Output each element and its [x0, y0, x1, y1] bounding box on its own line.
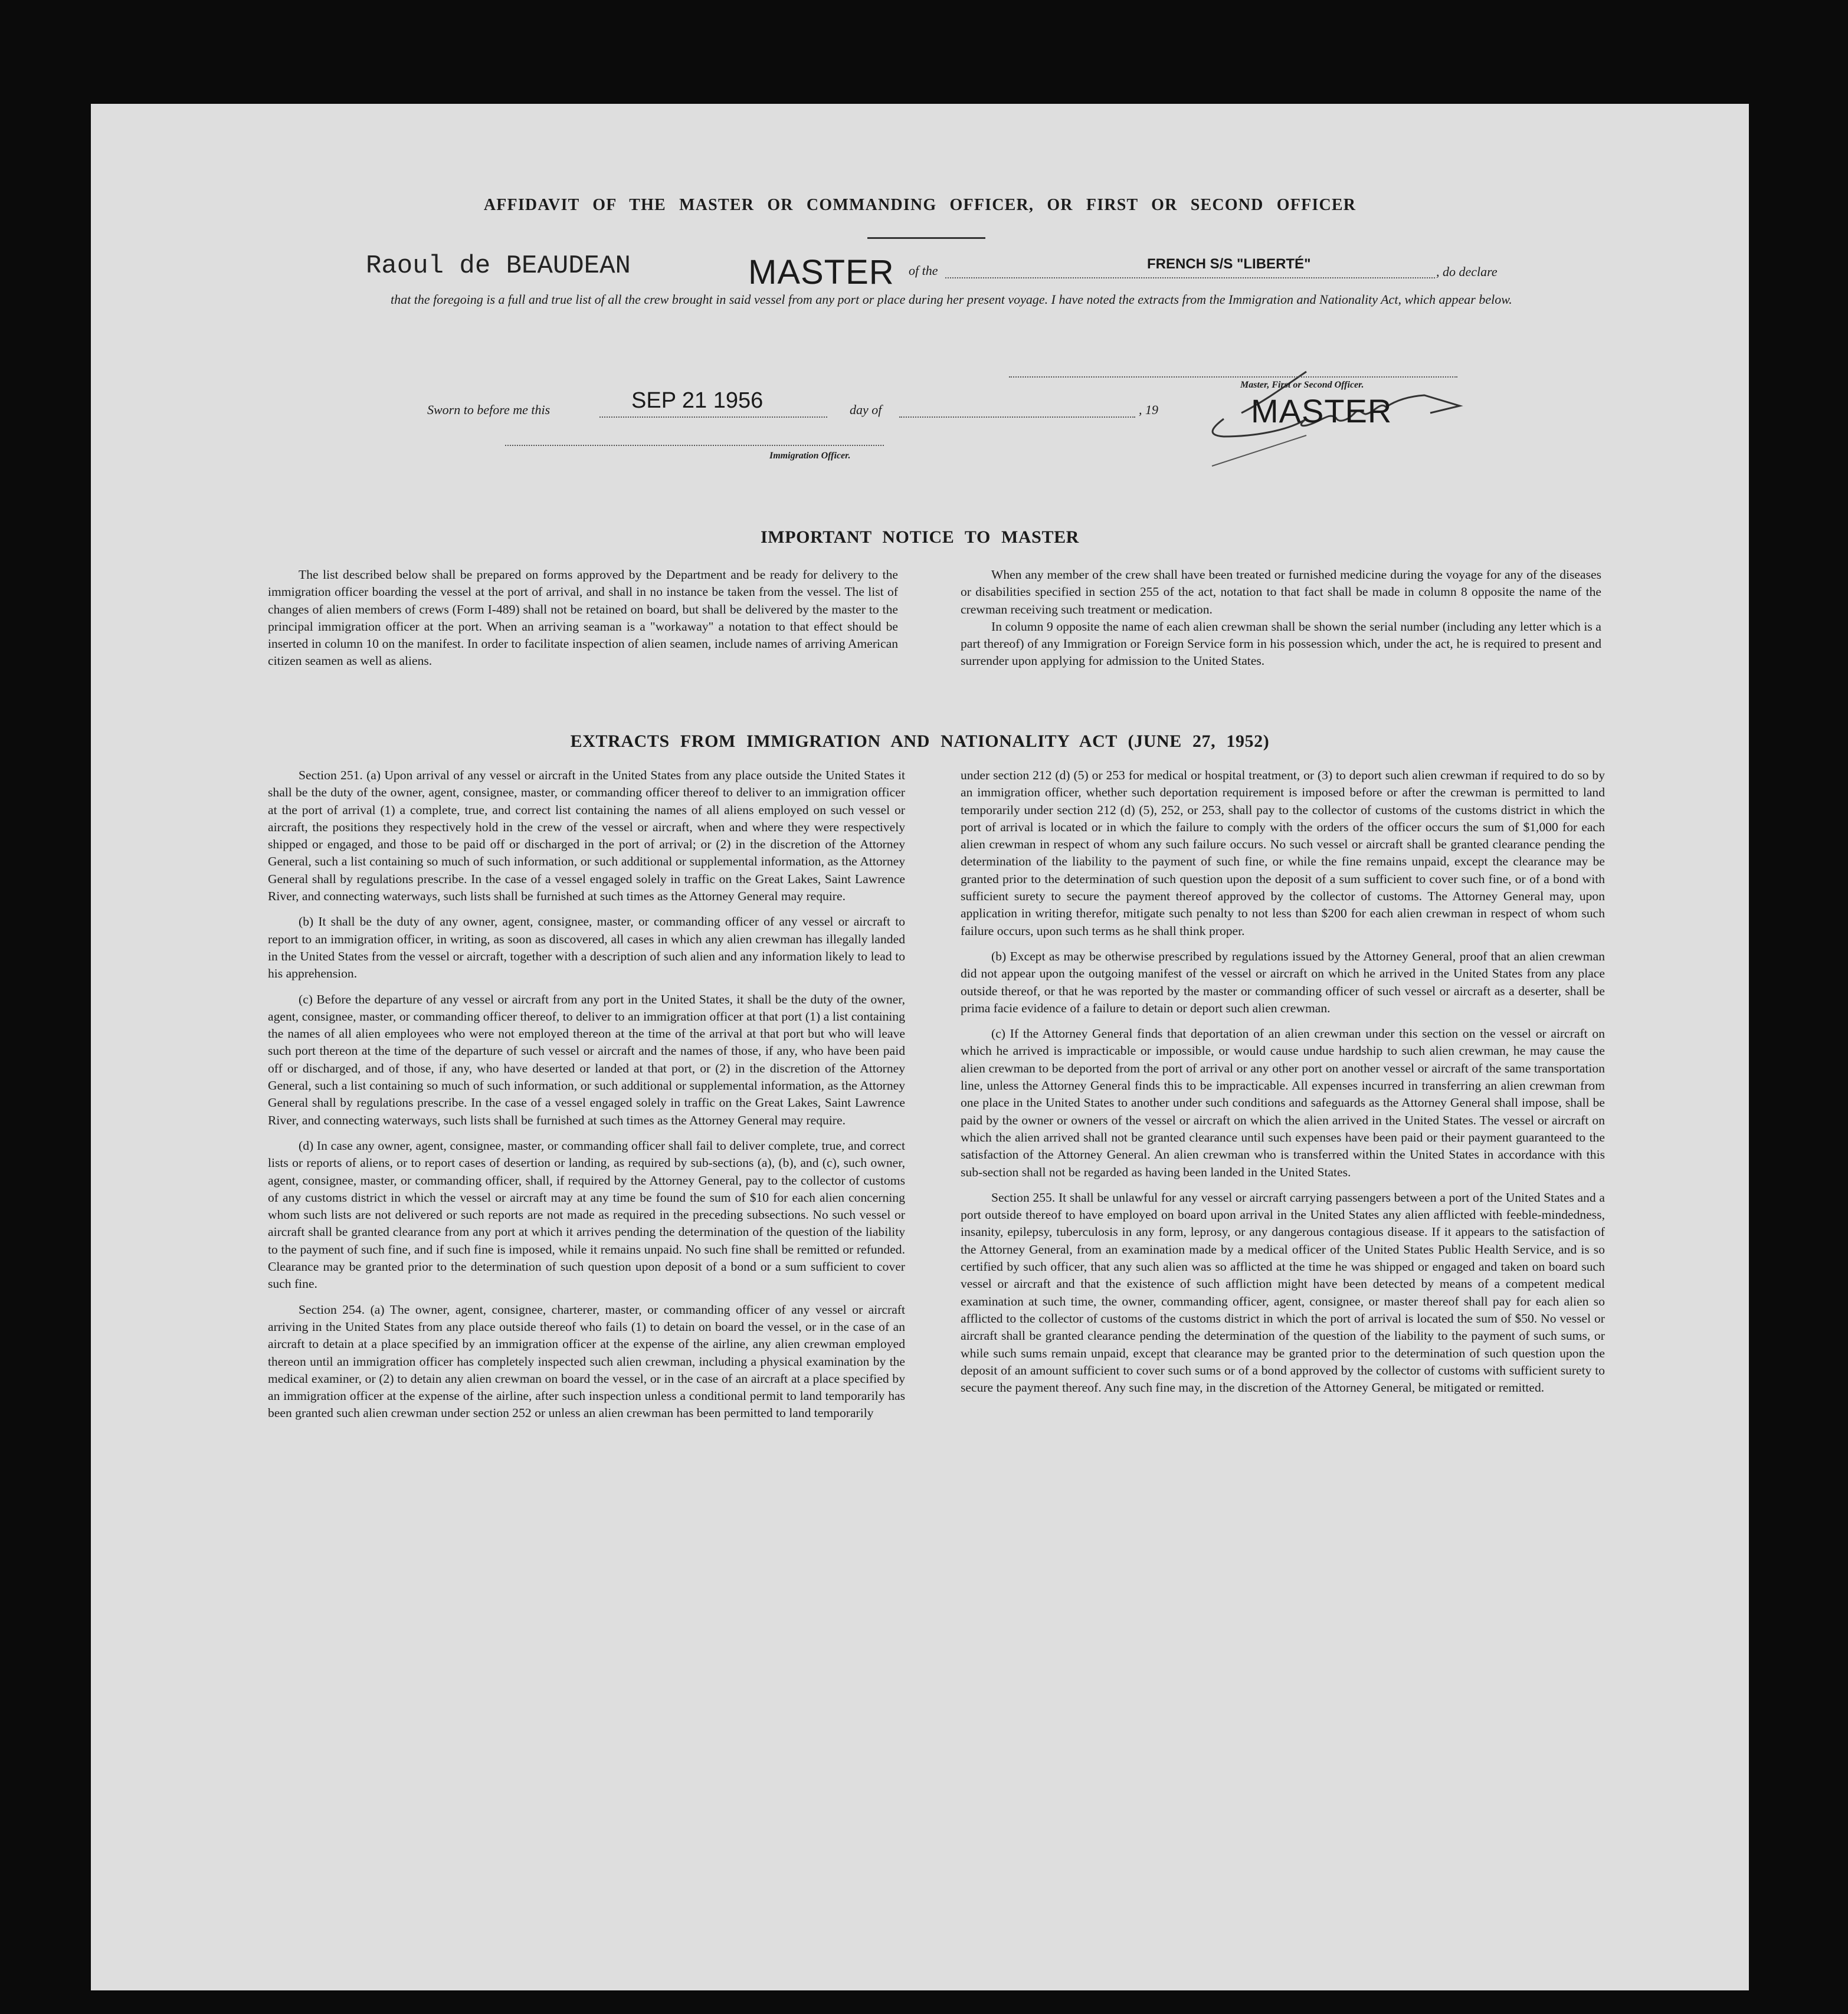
extract-paragraph: under section 212 (d) (5) or 253 for medical or hospital treatment, or (3) to deport such alien crewman if required to do so by an immigration officer, whether such deportation requirement is imposed before or after the crewman is permitted to land temporarily under section 212 (d) (5), 252, or 253, shall pay to the collector of customs of the customs district in which the port of arrival is located or in which the failure to comply with the orders of the officer occurs the sum of $1,000 for each alien crewman in respect of whom any such failure occurs. No such vessel or aircraft shall be granted clearance pending the determination of the liability to the payment of such fine, or while the fine remains unpaid, except the clearance may be granted prior to the determination of such question upon the deposit of a sum sufficient to cover such fine, or of a bond with sufficient surety to secure the payment thereof approved by the collector of customs. The Attorney General may, upon application in writing therefor, mitigate such penalty to not less than $200 for each alien crewman in respect of whom such failure occurs, upon such terms as he shall think proper. [961, 768, 1605, 938]
sworn-label: Sworn to before me this [427, 402, 551, 417]
month-line [899, 416, 1135, 418]
vessel-name: FRENCH S/S "LIBERTÉ" [1147, 256, 1311, 272]
extract-paragraph: (b) It shall be the duty of any owner, agent, consignee, master, or commanding officer of any vessel or aircraft to report to an immigration officer, in writing, as soon as discovered, all cases in which any alien crewman has illegally landed in the United States from the vessel or aircraft, together with a description of such alien and any information likely to lead to his apprehension. [268, 914, 905, 981]
date-stamp: SEP 21 1956 [631, 388, 764, 413]
year-label: , 19 [1139, 402, 1158, 417]
notice-right-column [961, 566, 1601, 670]
officer-caption: Immigration Officer. [769, 451, 851, 461]
officer-line [505, 445, 884, 446]
notice-paragraph: The list described below shall be prepared on forms approved by the Department and be ready for delivery to the immigration officer boarding the vessel at the port of arrival, and shall in no instance be taken from the vessel. The list of changes of alien members of crews (Form I-489) shall not be retained on board, but shall be delivered by the master to the principal immigration officer at the port. When an arriving seaman is a "workaway" a notation to that effect should be inserted in column 10 on the manifest. In order to facilitate inspection of alien seamen, include names of arriving American citizen seamen as well as aliens. [268, 568, 898, 668]
master-name: Raoul de BEAUDEAN [366, 251, 631, 281]
extract-paragraph: Section 254. (a) The owner, agent, consignee, charterer, master, or commanding officer of any vessel or aircraft arriving in the United States from any place outside thereof who fails (1) to detain on board the vessel, or in the case of an aircraft to detain at a place specified by an immigration officer at the expense of the airline, any alien crewman employed thereon until an immigration officer has completely inspected such alien crewman, including a physical examination by the medical examiner, or (2) to detain any alien crewman on board the vessel, or in the case of an aircraft at a place specified by an immigration officer at the expense of the airline, after such inspection unless a conditional permit to land temporarily has been granted such alien crewman under section 252 or unless an alien crewman has been permitted to land temporarily [268, 1302, 905, 1421]
declaration-text: that the foregoing is a full and true list of all the crew brought in said vessel from any port or place during her present voyage. I have noted the extracts from the Immigration and Nationality Act, which appear below. [391, 292, 1512, 307]
extracts-left-column [268, 767, 905, 1431]
notice-paragraph: When any member of the crew shall have been treated or furnished medicine during the voyage for any of the diseases or disabilities specified in section 255 of the act, notation to that fact shall be made in column 8 opposite the name of the crewman receiving such treatment or medication. [961, 568, 1601, 616]
document-page [91, 104, 1749, 1990]
date-line [599, 416, 827, 418]
extract-paragraph: Section 251. (a) Upon arrival of any vessel or aircraft in the United States from any place outside the United States it shall be the duty of the owner, agent, consignee, master, or commanding officer thereof to deliver to an immigration officer at the port of arrival (1) a complete, true, and correct list containing the names of all aliens employed on such vessel or aircraft, the positions they respectively hold in the crew of the vessel or aircraft, when and where they were respectively shipped or engaged, and those to be paid off or discharged in the port of arrival; or (2) in the discretion of the Attorney General, such a list containing so much of such information, or such additional or supplemental information, as the Attorney General shall by regulations prescribe. In the case of a vessel engaged solely in traffic on the Great Lakes, Saint Lawrence River, and connecting waterways, such lists shall be furnished at such times as the Attorney General may require. [268, 768, 905, 904]
notice-paragraph: In column 9 opposite the name of each alien crewman shall be shown the serial number (including any letter which is a part thereof) of any Immigration or Foreign Service form in his possession which, under the act, he is required to present and surrender upon applying for admission to the United States. [961, 619, 1601, 668]
affidavit-title: AFFIDAVIT OF THE MASTER OR COMMANDING OFFICER, OR FIRST OR SECOND OFFICER [483, 196, 1356, 214]
day-of-label: day of [850, 402, 882, 417]
signature-caption: Master, First or Second Officer. [1240, 380, 1364, 390]
master-title-stamp: MASTER [748, 253, 894, 291]
title-rule [867, 237, 985, 239]
notice-left-column [268, 566, 898, 670]
do-declare-label: , do declare [1436, 264, 1498, 279]
notice-title: IMPORTANT NOTICE TO MASTER [761, 527, 1079, 547]
extract-paragraph: (d) In case any owner, agent, consignee, master, or commanding officer shall fail to deliver complete, true, and correct lists or reports of aliens, or to report cases of desertion or landing, as required by sub-sections (a), (b), and (c), such owner, agent, consignee, master, or commanding officer, shall, if required by the Attorney General, pay to the collector of customs of any customs district in which the vessel or aircraft may at any time be found the sum of $10 for each alien concerning whom such lists are not delivered or such reports are not made as required in the preceding subsections. No such vessel or aircraft shall be granted clearance from any port at which it arrives pending the determination of the question of the liability to the payment of such fine, and if such fine is imposed, while it remains unpaid. No such fine shall be remitted or refunded. Clearance may be granted prior to the determination of such question upon deposit of a bond or a sum sufficient to cover such fine. [268, 1138, 905, 1291]
vessel-line [945, 277, 1435, 278]
signer-title-stamp: MASTER [1251, 392, 1392, 429]
extracts-title: EXTRACTS FROM IMMIGRATION AND NATIONALITY ACT (JUNE 27, 1952) [570, 732, 1270, 751]
extracts-right-column [961, 767, 1605, 1405]
extract-paragraph: Section 255. It shall be unlawful for any vessel or aircraft carrying passengers between a port of the United States and a port outside thereof to have employed on board upon arrival in the United States any alien afflicted with feeble-mindedness, insanity, epilepsy, tuberculosis in any form, leprosy, or any dangerous contagious disease. If it appears to the satisfaction of the Attorney General, from an examination made by a medical officer of the United States Public Health Service, and is so certified by such officer, that any such alien was so afflicted at the time he was shipped or engaged and taken on board such vessel or aircraft and that the existence of such affliction might have been detected by means of a competent medical examination at such time, the owner, commanding officer, agent, consignee, or master thereof shall pay for each alien so afflicted to the collector of customs of the customs district in which the port of arrival is located the sum of $50. No vessel or aircraft shall be granted clearance pending the determination of the question of the liability to the payment of such sums, or while such sums remain unpaid, except that clearance may be granted prior to the determination of such question upon the deposit of an amount sufficient to cover such sums or of a bond approved by the collector of customs with sufficient surety to secure the payment thereof. Any such fine may, in the discretion of the Attorney General, be mitigated or remitted. [961, 1190, 1605, 1395]
extract-paragraph: (c) Before the departure of any vessel or aircraft from any port in the United States, it shall be the duty of the owner, agent, consignee, master, or commanding officer thereof, to deliver to an immigration officer at that port (1) a list containing the names of all alien employees who were not employed thereon at the time of the arrival at that port but who will leave such port thereon at the time of the departure of such vessel or aircraft and the names of those, if any, who have been paid off or discharged, and of those, if any, who have deserted or landed at that port, or (2) in the discretion of the Attorney General, such a list containing so much of such information, or such additional or supplemental information, as the Attorney General shall by regulations prescribe. In the case of a vessel engaged solely in traffic on the Great Lakes, Saint Lawrence River, and connecting waterways, such lists shall be furnished at such times as the Attorney General may require. [268, 992, 905, 1127]
signature-line [1009, 376, 1457, 378]
extract-paragraph: (b) Except as may be otherwise prescribed by regulations issued by the Attorney General, proof that an alien crewman did not appear upon the outgoing manifest of the vessel or aircraft on which he arrived in the United States from any place outside thereof, or that he was reported by the master or commanding officer of such vessel or aircraft as a deserter, shall be prima facie evidence of a failure to detain or deport such alien crewman. [961, 949, 1605, 1015]
extract-paragraph: (c) If the Attorney General finds that deportation of an alien crewman under this section on the vessel or aircraft on which he arrived is impracticable or impossible, or would cause undue hardship to such alien crewman, he may cause the alien crewman to be deported from the port of arrival or any other port on another vessel or aircraft of the same transportation line, unless the Attorney General finds this to be impracticable. All expenses incurred in transferring an alien crewman from one place in the United States to another under such conditions and safeguards as the Attorney General shall impose, shall be paid by the owner or owners of the vessel or aircraft on which the alien arrived in the United States. The vessel or aircraft on which the alien arrived shall not be granted clearance until such expenses have been paid or their payment guaranteed to the satisfaction of the Attorney General. An alien crewman who is transferred within the United States in accordance with this sub-section shall not be regarded as having been landed in the United States. [961, 1026, 1605, 1179]
of-the-label: of the [909, 263, 938, 278]
